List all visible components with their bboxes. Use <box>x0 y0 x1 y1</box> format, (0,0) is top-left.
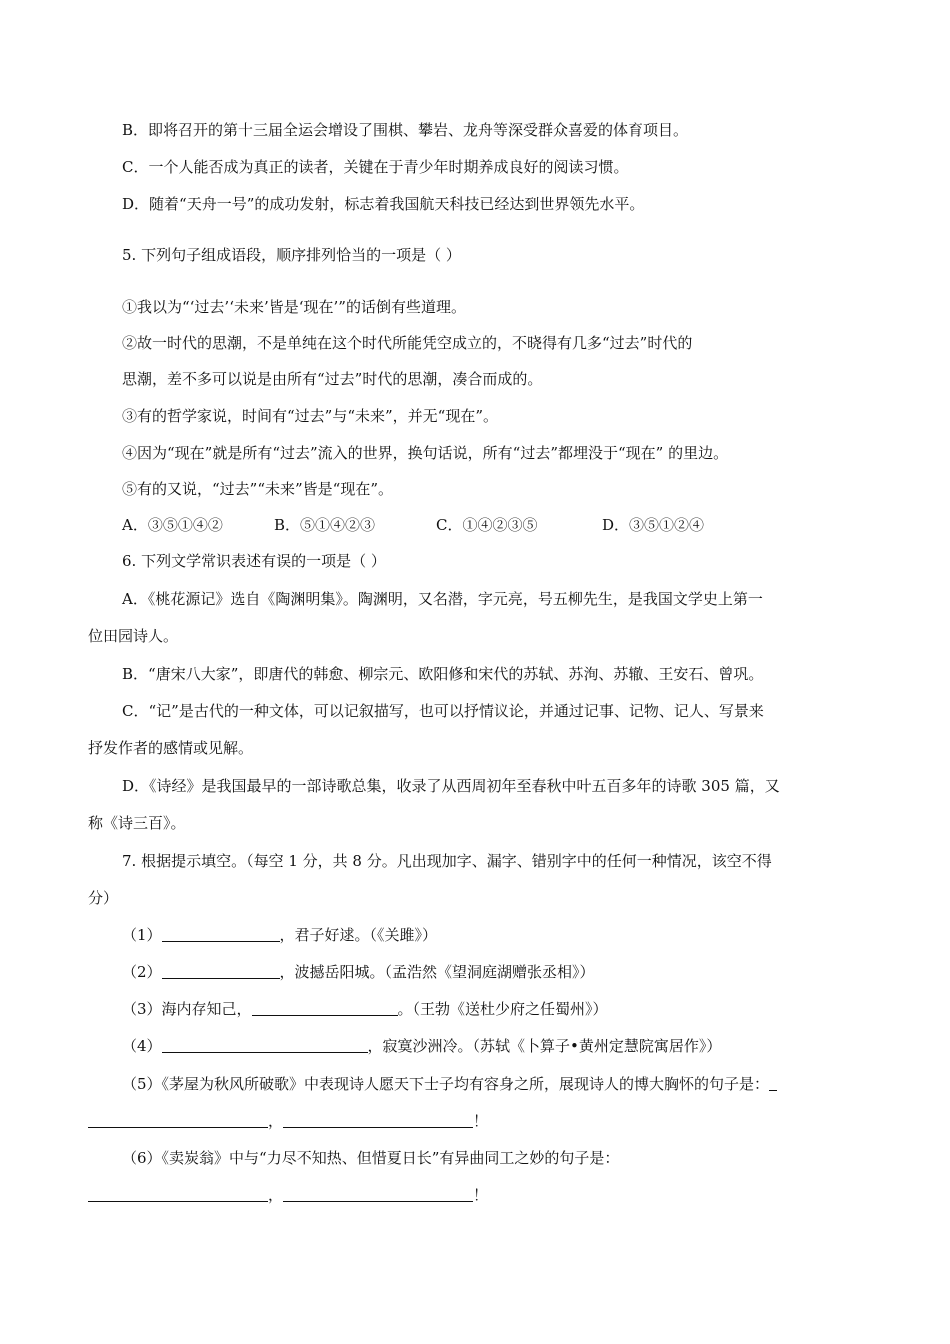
q7-item-2-text: ，波撼岳阳城。（孟浩然《望洞庭湖赠张丞相》） <box>279 963 595 981</box>
q7-item-5-text: （5）《茅屋为秋风所破歌》中表现诗人愿天下士子均有容身之所，展现诗人的博大胸怀的句子是： <box>122 1075 770 1093</box>
q5-sentence-3: ③有的哲学家说，时间有“过去”与“未来”，并无“现在”。 <box>122 407 499 425</box>
q7-item-2-number: （2） <box>122 963 162 981</box>
q6-option-a-cont: 位田园诗人。 <box>88 627 179 645</box>
q7-item-3 <box>122 999 608 1019</box>
q4-option-d: D．随着“天舟一号”的成功发射，标志着我国航天科技已经达到世界领先水平。 <box>122 195 645 213</box>
q6-option-d-cont: 称《诗三百》。 <box>88 814 186 832</box>
q7-item-1-text: ，君子好逑。（《关雎》） <box>279 926 438 944</box>
q5-option-d: D．③⑤①②④ <box>602 516 705 534</box>
q7-item-4 <box>122 1036 721 1056</box>
answer-blank[interactable] <box>283 1112 473 1128</box>
answer-blank[interactable] <box>88 1112 268 1128</box>
q5-option-b: B．⑤①④②③ <box>274 516 376 534</box>
q7-stem-cont: 分） <box>88 889 119 907</box>
q6-stem: 6. 下列文学常识表述有误的一项是（ ） <box>122 552 386 570</box>
exclamation: ！ <box>473 1112 489 1130</box>
q5-stem: 5. 下列句子组成语段，顺序排列恰当的一项是（ ） <box>122 246 461 264</box>
q6-option-a: A．《桃花源记》选自《陶渊明集》。陶渊明，又名潜，字元亮，号五柳先生，是我国文学史上第一 <box>122 590 763 608</box>
q7-item-5 <box>122 1074 777 1094</box>
answer-blank[interactable] <box>88 1186 268 1202</box>
q7-item-1 <box>122 925 437 945</box>
q5-options <box>122 515 704 535</box>
q7-item-5-answers <box>88 1111 488 1131</box>
q5-sentence-2: ②故一时代的思潮，不是单纯在这个时代所能凭空成立的，不晓得有几多“过去”时代的 <box>122 334 693 352</box>
q7-item-3-text: 。（王勃《送杜少府之任蜀州》） <box>397 1000 608 1018</box>
comma: ， <box>268 1186 284 1204</box>
q7-item-2 <box>122 962 595 982</box>
q5-sentence-5: ⑤有的又说，“过去”“未来”皆是“现在”。 <box>122 480 394 498</box>
exclamation: ！ <box>473 1186 489 1204</box>
q7-stem: 7. 根据提示填空。（每空 1 分，共 8 分。凡出现加字、漏字、错别字中的任何一种情况，该空不得 <box>122 852 772 870</box>
q5-sentence-1: ①我以为“‘过去’‘未来’皆是‘现在’”的话倒有些道理。 <box>122 298 466 316</box>
q6-option-b: B．“唐宋八大家”，即唐代的韩愈、柳宗元、欧阳修和宋代的苏轼、苏洵、苏辙、王安石、曾巩。 <box>122 665 764 683</box>
q6-option-c: C．“记”是古代的一种文体，可以记叙描写，也可以抒情议论，并通过记事、记物、记人、写景来 <box>122 702 764 720</box>
q7-item-6: （6）《卖炭翁》中与“力尽不知热、但惜夏日长”有异曲同工之妙的句子是： <box>122 1149 620 1167</box>
answer-blank[interactable] <box>162 1037 368 1053</box>
answer-blank[interactable] <box>162 963 280 979</box>
q7-item-4-text: ，寂寞沙洲冷。（苏轼《卜算子•黄州定慧院寓居作》） <box>367 1037 722 1055</box>
q5-option-c: C．①④②③⑤ <box>436 516 538 534</box>
answer-blank[interactable] <box>283 1186 473 1202</box>
answer-blank[interactable] <box>252 1000 398 1016</box>
q6-option-d: D．《诗经》是我国最早的一部诗歌总集，收录了从西周初年至春秋中叶五百多年的诗歌 305 篇，又 <box>122 777 780 795</box>
q5-sentence-2-cont: 思潮，差不多可以说是由所有“过去”时代的思潮，凑合而成的。 <box>122 370 543 388</box>
q7-item-3-prefix: （3）海内存知己， <box>122 1000 252 1018</box>
q4-option-b: B．即将召开的第十三届全运会增设了围棋、攀岩、龙舟等深受群众喜爱的体育项目。 <box>122 121 689 139</box>
answer-blank[interactable] <box>769 1075 777 1091</box>
answer-blank[interactable] <box>162 926 280 942</box>
comma: ， <box>268 1112 284 1130</box>
q5-option-a: A．③⑤①④② <box>122 516 223 534</box>
q6-option-c-cont: 抒发作者的感情或见解。 <box>88 739 254 757</box>
q5-sentence-4: ④因为“现在”就是所有“过去”流入的世界，换句话说，所有“过去”都埋没于“现在” 的里边。 <box>122 444 729 462</box>
q4-option-c: C．一个人能否成为真正的读者，关键在于青少年时期养成良好的阅读习惯。 <box>122 158 629 176</box>
q7-item-6-answers <box>88 1185 488 1205</box>
q7-item-1-number: （1） <box>122 926 162 944</box>
q7-item-4-number: （4） <box>122 1037 162 1055</box>
